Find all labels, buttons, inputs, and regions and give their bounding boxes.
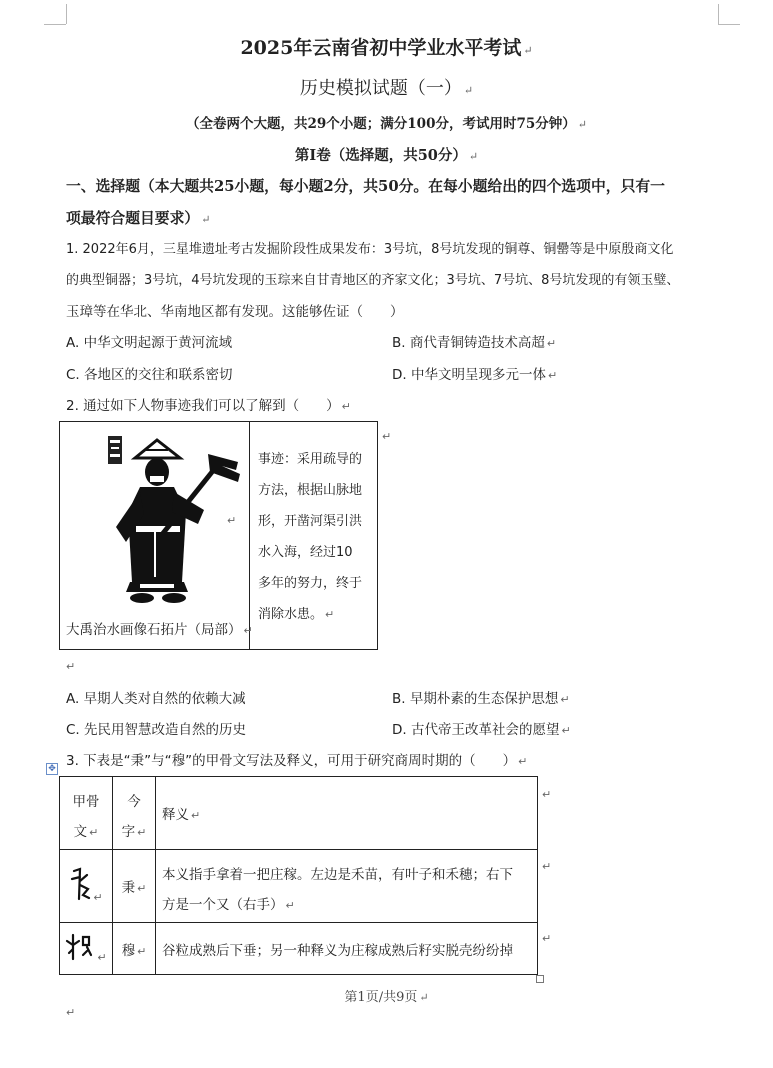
table-resize-handle[interactable]	[536, 975, 544, 983]
q2-story-line-5: 多年的努力，终于	[257, 576, 362, 591]
q1-stem-line-3: 玉璋等在华北、华南地区都有发现。这能够佐证（ ）	[66, 304, 404, 320]
q2-story-line-1: 事迹：采用疏导的	[257, 452, 362, 467]
q3-modern-bing: 秉 ↵	[113, 850, 156, 923]
q2-story-line-2: 方法，根据山脉地	[257, 483, 362, 498]
q2-image-cell: ↵ 大禹治水画像石拓片（局部） ↵	[60, 422, 250, 650]
q2-option-a: A. 早期人类对自然的依赖大减	[66, 691, 246, 707]
q2-figure-table	[59, 421, 378, 650]
q3-modern-mu: 穆 ↵	[113, 923, 156, 975]
paragraph-mark: ↵	[542, 860, 552, 873]
crop-mark-top-left-h	[44, 24, 66, 25]
crop-mark-top-left	[66, 4, 67, 24]
q2-option-b: B. 早期朴素的生态保护思想 ↵	[392, 691, 570, 707]
q3-stem: 3. 下表是“秉”与“穆”的甲骨文写法及释义，可用于研究商周时期的（ ） ↵	[66, 753, 528, 769]
paragraph-mark: ↵	[66, 660, 76, 673]
oracle-glyph-bing-icon	[69, 867, 91, 901]
q3-header-meaning: 释义 ↵	[156, 777, 538, 850]
q3-header-oracle: 甲骨 文 ↵	[60, 777, 113, 850]
q1-option-c: C. 各地区的交往和联系密切	[66, 367, 233, 383]
q1-option-d: D. 中华文明呈现多元一体 ↵	[392, 367, 558, 383]
q1-option-b: B. 商代青铜铸造技术高超 ↵	[392, 335, 557, 351]
table-move-handle-icon[interactable]: ✥	[46, 763, 58, 775]
crop-mark-top-right-h	[718, 24, 740, 25]
q2-story-line-6: 消除水患。 ↵	[257, 607, 335, 622]
q2-image-caption: 大禹治水画像石拓片（局部） ↵	[66, 622, 253, 638]
section-heading-line1: 一、选择题（本大题共25小题，每小题2分，共50分。在每小题给出的四个选项中，只有一	[66, 178, 665, 195]
paragraph-mark: ↵	[382, 430, 392, 443]
section-heading-line2: 项最符合题目要求） ↵	[66, 210, 211, 227]
q3-meaning-bing: 本义指手拿着一把庄稼。左边是禾苗，有叶子和禾穗；右下 方是一个又（右手） ↵	[156, 850, 538, 923]
q3-oracle-mu: ↵	[60, 923, 113, 975]
exam-subtitle: 历史模拟试题（一） ↵	[299, 78, 474, 99]
paragraph-mark: ↵	[66, 1006, 76, 1019]
q2-option-c: C. 先民用智慧改造自然的历史	[66, 722, 247, 738]
oracle-glyph-mu-icon	[65, 933, 95, 961]
q3-meaning-mu: 谷粒成熟后下垂；另一种释义为庄稼成熟后籽实脱壳纷纷掉	[156, 923, 538, 975]
q1-option-a: A. 中华文明起源于黄河流域	[66, 335, 233, 351]
q2-story-line-3: 形，开凿河渠引洪	[257, 514, 362, 529]
part-title: 第Ⅰ卷（选择题，共50分） ↵	[294, 147, 479, 164]
paragraph-mark: ↵	[542, 932, 552, 945]
q1-stem-line-1: 1. 2022年6月，三星堆遗址考古发掘阶段性成果发布：3号坑，8号坑发现的铜尊、铜罍等是中原殷商文化	[66, 242, 674, 257]
q3-header-modern: 今 字 ↵	[113, 777, 156, 850]
paragraph-mark: ↵	[542, 788, 552, 801]
q2-stem: 2. 通过如下人物事迹我们可以了解到（ ） ↵	[66, 398, 351, 414]
q2-story-cell	[249, 422, 377, 650]
q3-table	[59, 776, 538, 975]
q2-option-d: D. 古代帝王改革社会的愿望 ↵	[392, 722, 571, 738]
exam-note: （全卷两个大题，共29个小题；满分100分，考试用时75分钟） ↵	[186, 116, 587, 132]
q2-story-line-4: 水入海，经过10	[257, 545, 353, 560]
q3-oracle-bing: ↵	[60, 850, 113, 923]
q1-stem-line-2: 的典型铜器；3号坑，4号坑发现的玉琮来自甘青地区的齐家文化；3号坑、7号坑、8号坑发现的有领玉璧、	[66, 273, 680, 288]
exam-title: 2025年云南省初中学业水平考试 ↵	[240, 37, 533, 59]
crop-mark-top-right	[718, 4, 719, 24]
page-footer: 第1页/共9页 ↵	[344, 990, 429, 1005]
